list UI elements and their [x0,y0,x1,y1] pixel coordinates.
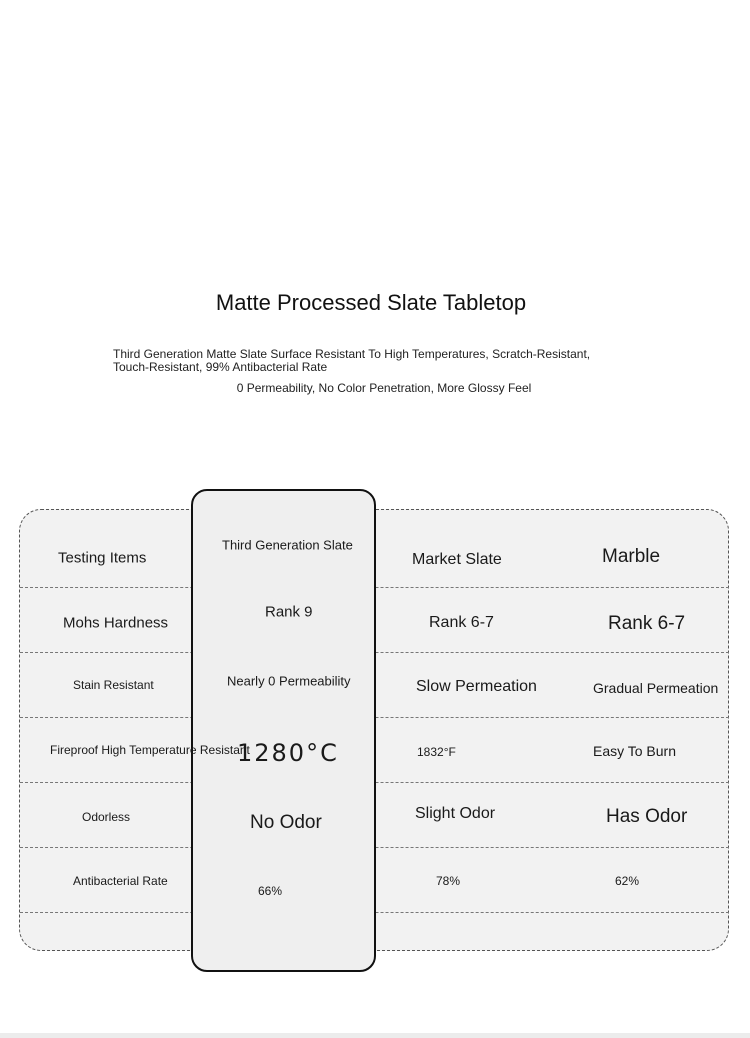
row-mohs-hardness-third-gen: Rank 9 [265,603,313,621]
bottom-divider [0,1033,750,1038]
row-stain-resistant-third-gen: Nearly 0 Permeability [227,673,351,689]
row-stain-resistant-marble: Gradual Permeation [593,680,719,696]
row-stain-resistant-label: Stain Resistant [73,678,154,692]
row-fireproof-market: 1832°F [417,745,456,759]
row-fireproof-label: Fireproof High Temperature Resistant [50,743,250,757]
row-mohs-hardness-market: Rank 6-7 [429,614,494,631]
subtitle-line-2: 0 Permeability, No Color Penetration, More Glossy Feel [236,381,532,395]
row-stain-resistant-market: Slow Permeation [416,678,537,695]
row-mohs-hardness-marble: Rank 6-7 [608,613,686,634]
row-fireproof-third-gen: 1280°C [237,739,339,767]
subtitle-line-1: Third Generation Matte Slate Surface Resistant To High Temperatures, Scratch-Resistant, Touch-Resistant, 99% Antibacterial Rate [113,347,591,374]
row-mohs-hardness-label: Mohs Hardness [63,614,169,632]
header-third-generation-slate: Third Generation Slate [222,537,353,553]
row-odorless-market: Slight Odor [415,805,496,822]
row-odorless-third-gen: No Odor [250,812,322,833]
header-marble: Marble [602,546,661,567]
row-odorless-marble: Has Odor [606,806,688,827]
row-antibacterial-marble: 62% [615,874,640,888]
row-fireproof-marble: Easy To Burn [593,743,677,759]
page-title: Matte Processed Slate Tabletop [215,290,527,315]
third-generation-column-highlight [191,489,376,972]
row-odorless-label: Odorless [82,810,131,824]
header-testing-items: Testing Items [58,549,147,567]
row-antibacterial-label: Antibacterial Rate [73,874,168,888]
row-antibacterial-third-gen: 66% [258,884,283,898]
header-market-slate: Market Slate [412,551,502,568]
row-antibacterial-market: 78% [436,874,461,888]
